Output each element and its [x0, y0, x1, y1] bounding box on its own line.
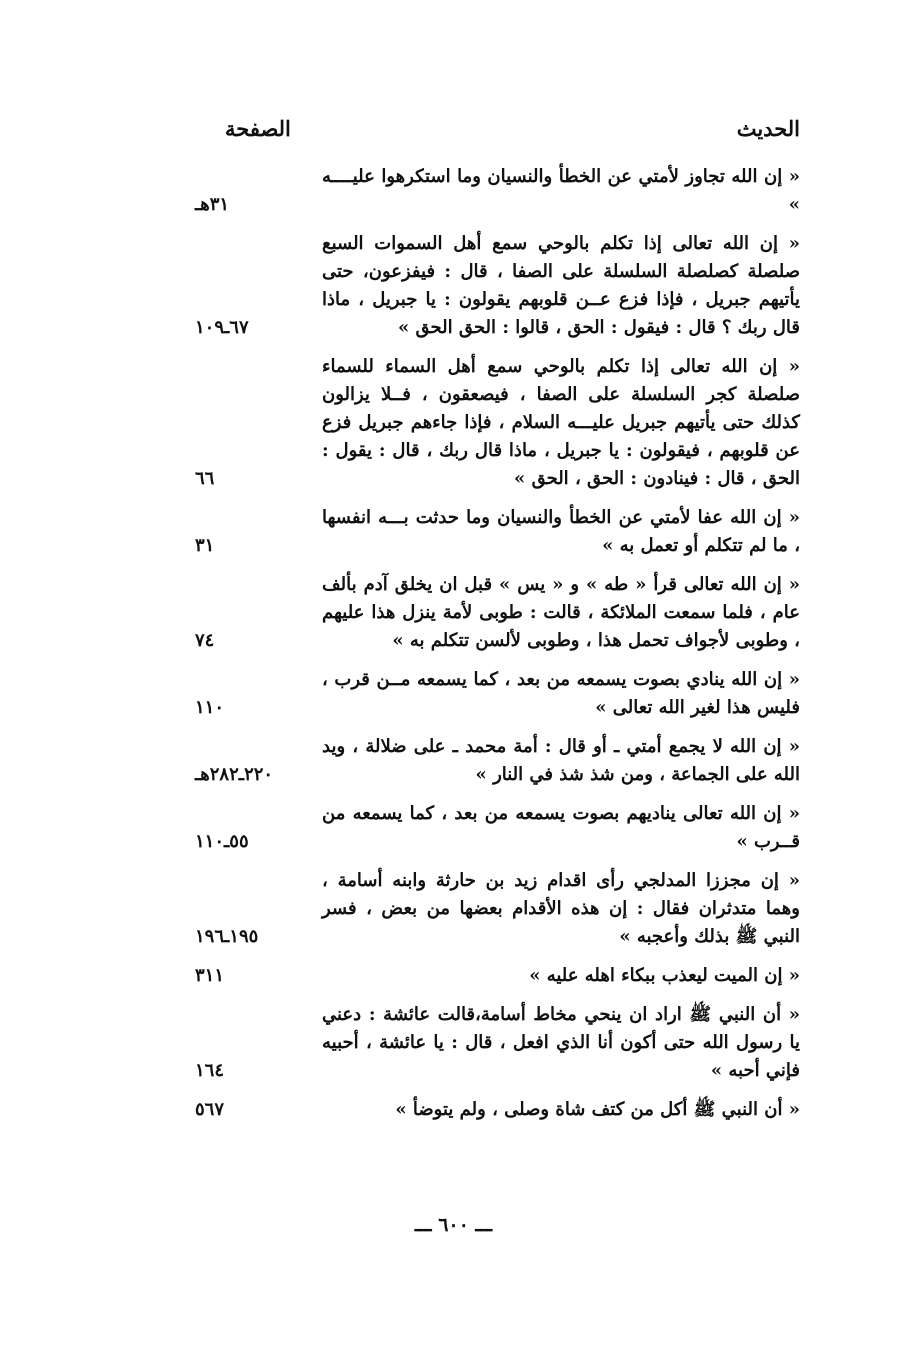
hadith-text: « إن الله ينادي بصوت يسمعه من بعد ، كما يسمعه مــن قرب ، فليس هذا لغير الله تعالى » — [322, 669, 800, 718]
page-reference: ٥٦٧ — [195, 1099, 225, 1120]
hadith-entry — [195, 504, 800, 560]
hadith-text: « إن الله تجاوز لأمتي عن الخطأ والنسيان وما استكرهوا عليــــه » — [322, 166, 800, 215]
hadith-column-heading: الحديث — [736, 116, 800, 141]
hadith-text: « إن الله لا يجمع أمتي ـ أو قال : أمة محمد ـ على ضلالة ، ويد الله على الجماعة ، ومن شذ شذ في النار » — [322, 736, 800, 785]
hadith-entry — [195, 230, 800, 342]
page-reference: ١١٠ — [195, 697, 225, 718]
hadith-entry — [195, 867, 800, 951]
page-reference: ١٩٥ـ١٩٦ — [195, 926, 259, 947]
page-reference: ٢٢٠ـ٢٨٢هـ — [195, 764, 274, 785]
hadith-entry — [195, 353, 800, 493]
column-header — [225, 116, 800, 146]
hadith-entry — [195, 962, 800, 990]
page-reference: ٦٦ — [195, 468, 215, 489]
page-reference: ٧٤ — [195, 630, 215, 651]
hadith-index-list — [195, 163, 800, 1135]
page-reference: ٣١١ — [195, 965, 225, 986]
hadith-text: « إن الله تعالى قرأ « طه » و « يس » قبل ان يخلق آدم بألف عام ، فلما سمعت الملائكة ، قالت : طوبى لأمة ينزل هذا عليهم ، وطوبى لأجواف تحمل هذا ، وطوبى لألسن تتكلم به » — [322, 574, 800, 651]
hadith-entry — [195, 666, 800, 722]
hadith-entry — [195, 1096, 800, 1124]
hadith-entry — [195, 571, 800, 655]
hadith-text: « إن الله تعالى إذا تكلم بالوحي سمع أهل السموات السبع صلصلة كصلصلة السلسلة على الصفا ، قال : فيفزعون، حتى يأتيهم جبريل ، فإذا فزع عــن قلوبهم يقولون : يا جبريل ، ماذا قال ربك ؟ قال : فيقول : الحق ، قالوا : الحق الحق » — [322, 233, 800, 338]
page-number: ـــ ٦٠٠ ـــ — [414, 1214, 493, 1236]
hadith-text: « إن الله عفا لأمتي عن الخطأ والنسيان وما حدثت بـــه انفسها ، ما لم تتكلم أو تعمل به » — [322, 507, 800, 556]
hadith-entry — [195, 1001, 800, 1085]
page-reference: ١٦٤ — [195, 1060, 225, 1081]
hadith-text: « أن النبي ﷺ اراد ان ينحي مخاط أسامة،قالت عائشة : دعني يا رسول الله حتى أكون أنا الذي افعل ، قال : يا عائشة ، أحبيه فإني أحبه » — [322, 1004, 800, 1081]
hadith-text: « إن الله تعالى إذا تكلم بالوحي سمع أهل السماء للسماء صلصلة كجر السلسلة على الصفا ، فيصعقون ، فــلا يزالون كذلك حتى يأتيهم جبريل عليـــه السلام ، فإذا جاءهم جبريل فزع عن قلوبهم ، فيقولون : يا جبريل ، ماذا قال ربك ، قال : يقول : الحق ، قال : فينادون : الحق ، الحق » — [322, 356, 800, 489]
hadith-text: « أن النبي ﷺ أكل من كتف شاة وصلى ، ولم يتوضأ » — [395, 1099, 800, 1120]
hadith-text: « إن الله تعالى يناديهم بصوت يسمعه من بعد ، كما يسمعه من قــرب » — [322, 803, 800, 852]
hadith-entry — [195, 733, 800, 789]
hadith-text: « إن مجززا المدلجي رأى اقدام زيد بن حارثة وابنه أسامة ، وهما متدثران فقال : إن هذه الأقدام بعضها من بعض ، فسر النبي ﷺ بذلك وأعجبه » — [322, 870, 800, 947]
page-column-heading: الصفحة — [225, 116, 291, 141]
page-reference: ٥٥ـ١١٠ — [195, 831, 249, 852]
page-reference: ٣١ — [195, 535, 215, 556]
page-reference: ٣١هـ — [195, 194, 230, 215]
page-reference: ٦٧ـ١٠٩ — [195, 317, 249, 338]
hadith-entry — [195, 163, 800, 219]
hadith-text: « إن الميت ليعذب ببكاء اهله عليه » — [529, 965, 800, 986]
hadith-entry — [195, 800, 800, 856]
